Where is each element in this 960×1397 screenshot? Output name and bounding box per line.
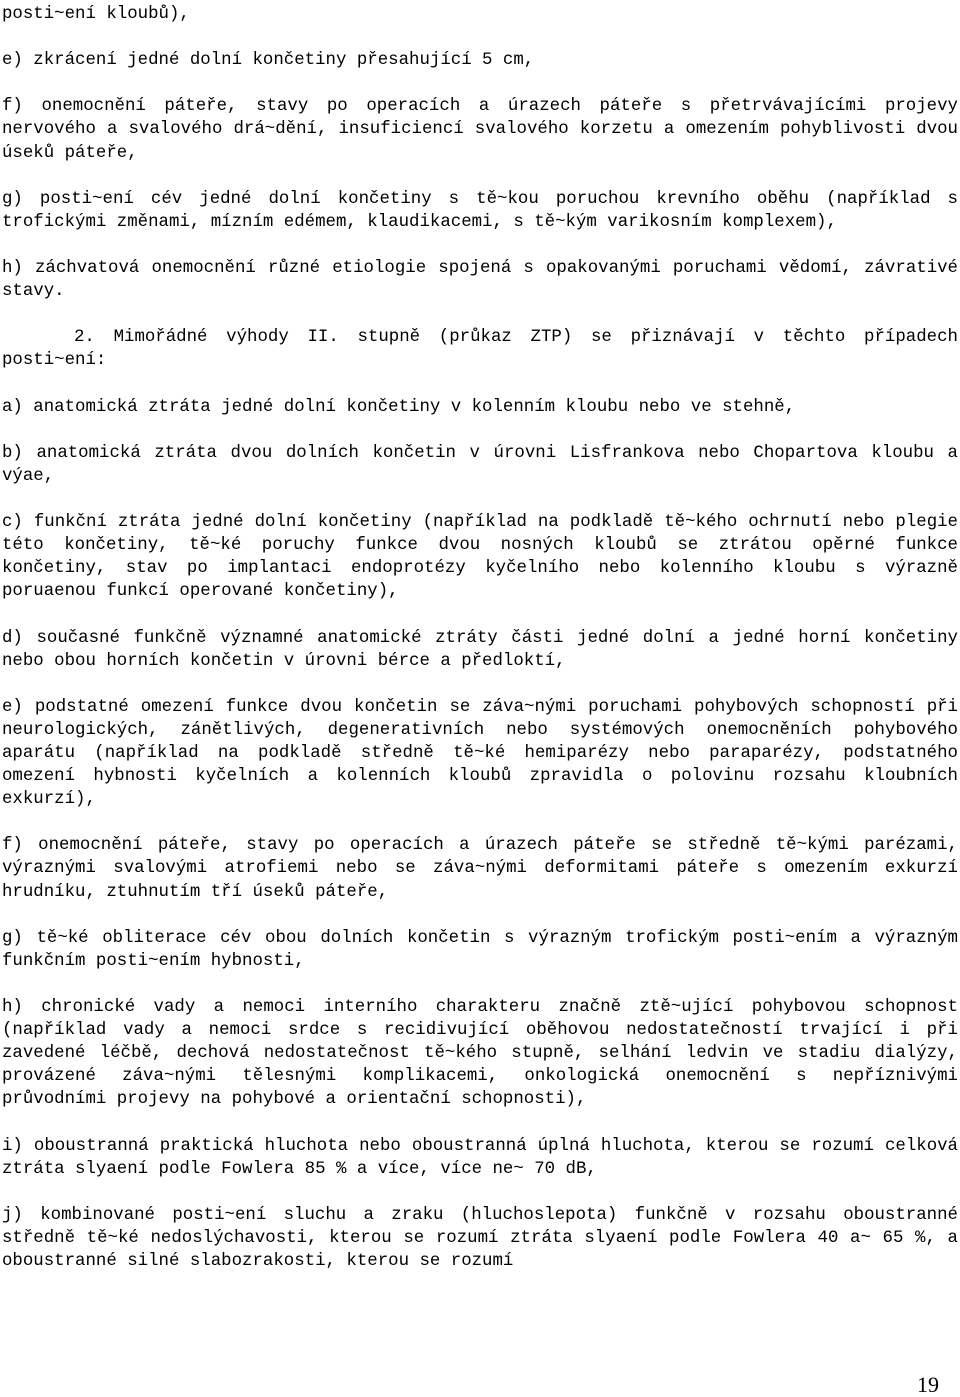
paragraph-item-j: j) kombinované posti~ení sluchu a zraku (hluchoslepota) funkčně v rozsahu oboustranné středně tě~ké nedoslýchavosti, kterou se rozumí ztráta slyaení podle Fowlera 40 a~ 65 %, a oboustranné silné slabozrakosti, kterou se rozumí [2, 1205, 958, 1272]
paragraph-item-f2: f) onemocnění páteře, stavy po operacích a úrazech páteře se středně tě~kými parézami, výraznými svalovými atrofiemi nebo se záva~nými deformitami páteře s omezením exkurzí hrudníku, ztuhnutím tří úseků páteře, [2, 836, 958, 902]
paragraph-continuation: posti~ení kloubů), [2, 5, 190, 24]
paragraph-item-g: g) posti~ení cév jedné dolní končetiny s tě~kou poruchou krevního oběhu (například s trofickými změnami, mízním edémem, klaudikacemi, s tě~kým varikosním komplexem), [2, 189, 958, 232]
paragraph-item-i: i) oboustranná praktická hluchota nebo oboustranná úplná hluchota, kterou se rozumí celková ztráta slyaení podle Fowlera 85 % a více, více ne~ 70 dB, [2, 1136, 958, 1179]
paragraph-item-b: b) anatomická ztráta dvou dolních končetin v úrovni Lisfrankova nebo Chopartova kloubu a výae, [2, 443, 958, 486]
paragraph-item-h: h) záchvatová onemocnění různé etiologie spojená s opakovanými poruchami vědomí, závrativé stavy. [2, 259, 958, 302]
document-body [2, 3, 958, 1296]
paragraph-item-c: c) funkční ztráta jedné dolní končetiny (například na podkladě tě~kého ochrnutí nebo plegie této končetiny, tě~ké poruchy funkce dvou nosných kloubů se ztrátou opěrné funkce končetiny, stav po implantaci endoprotézy kyčelního nebo kolenního kloubu s výrazně poruaenou funkcí operované končetiny), [2, 513, 958, 602]
paragraph-item-e2: e) podstatné omezení funkce dvou končetin se záva~nými poruchami pohybových schopností při neurologických, zánětlivých, degenerativních nebo systémových onemocněních pohybového aparátu (například na podkladě středně tě~ké hemiparézy nebo paraparézy, podstatného omezení hybnosti kyčelních a kolenních kloubů zpravidla o polovinu rozsahu kloubních exkurzí), [2, 697, 958, 810]
page-number: 19 [917, 1372, 939, 1397]
paragraph-item-h2: h) chronické vady a nemoci interního charakteru značně ztě~ující pohybovou schopnost (například vady a nemoci srdce s recidivující oběhovou nedostatečností trvající i při zavedené léčbě, dechová nedostatečnost tě~kého stupně, selhání ledvin ve stadiu dialýzy, provázené záva~nými tělesnými komplikacemi, onkologická onemocnění s nepříznivými průvodními projevy na pohybové a orientační schopnosti), [2, 998, 958, 1110]
section-2-heading: 2. Mimořádné výhody II. stupně (průkaz ZTP) se přiznávají v těchto případech posti~ení: [2, 328, 958, 371]
paragraph-item-d: d) současné funkčně významné anatomické ztráty části jedné dolní a jedné horní končetiny nebo obou horních končetin v úrovni bérce a předloktí, [2, 628, 958, 671]
paragraph-item-a: a) anatomická ztráta jedné dolní končetiny v kolenním kloubu nebo ve stehně, [2, 397, 796, 417]
paragraph-item-e: e) zkrácení jedné dolní končetiny přesahující 5 cm, [2, 51, 535, 71]
paragraph-item-g2: g) tě~ké obliterace cév obou dolních končetin s výrazným trofickým posti~ením a výrazným funkčním posti~ením hybnosti, [2, 928, 958, 971]
paragraph-item-f: f) onemocnění páteře, stavy po operacích a úrazech páteře s přetrvávajícími projevy nervového a svalového drá~dění, insuficiencí svalového korzetu a omezením pohyblivosti dvou úseků páteře, [2, 97, 958, 163]
